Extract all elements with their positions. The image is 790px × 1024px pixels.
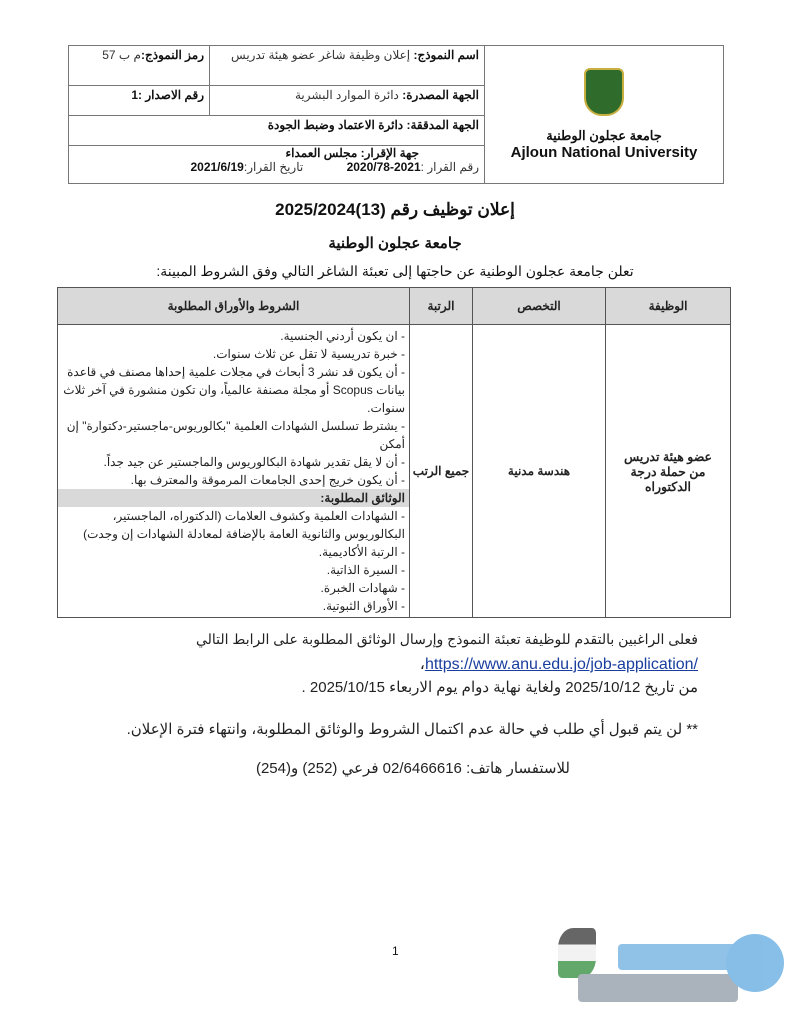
intro-text: تعلن جامعة عجلون الوطنية عن حاجتها إلى تعبئة الشاغر التالي وفق الشروط المبينة: — [156, 263, 634, 279]
jordanrec-watermark — [558, 928, 788, 1008]
condition-item: - أن يكون قد نشر 3 أبحاث في مجلات علمية إحداها مصنف في قاعدة بيانات Scopus أو مجلة مصنفة عالمياً، وان تكون منشورة في آخر ثلاث سنوات. — [63, 365, 405, 415]
announcement-title: إعلان توظيف رقم (13)2025/2024 — [275, 200, 515, 219]
important-note: ** لن يتم قبول أي طلب في حالة عدم اكتمال الشروط والوثائق المطلوبة، وانتهاء فترة الإعلان. — [126, 721, 698, 738]
col-header-specialization: التخصص — [473, 288, 606, 325]
condition-item: - أن يكون خريج إحدى الجامعات المرموقة والمعترف بها. — [130, 473, 405, 487]
condition-item: - ان يكون أردني الجنسية. — [280, 329, 405, 343]
application-link-line: https://www.anu.edu.jo/job-application/، — [419, 656, 698, 673]
announcement-subtitle: جامعة عجلون الوطنية — [328, 235, 462, 252]
doc-item: - شهادات الخبرة. — [320, 581, 405, 595]
university-name-ar: جامعة عجلون الوطنية — [546, 128, 662, 143]
doc-item: - الأوراق الثبوتية. — [322, 599, 405, 613]
page-number: 1 — [392, 944, 399, 958]
approval-cell: جهة الإقرار: مجلس العمداء رقم القرار :2021-2020/78 تاريخ القرار:2021/6/19 — [69, 146, 485, 184]
form-header-table — [68, 45, 724, 184]
globe-icon — [726, 934, 784, 992]
condition-item: - يشترط تسلسل الشهادات العلمية "بكالوريوس-ماجستير-دكتوارة" إن أمكن — [66, 419, 405, 451]
application-link[interactable]: https://www.anu.edu.jo/job-application/ — [424, 656, 698, 673]
condition-item: - أن لا يقل تقدير شهادة البكالوريوس والماجستير عن جيد جداً. — [103, 455, 405, 469]
col-header-job: الوظيفة — [606, 288, 731, 325]
doc-item: - الرتبة الأكاديمية. — [318, 545, 405, 559]
doc-item: - السيرة الذاتية. — [326, 563, 405, 577]
conditions-cell — [58, 325, 410, 618]
doc-item: - الشهادات العلمية وكشوف العلامات (الدكتوراه، الماجستير، البكالوريوس والثانوية العامة بالإضافة لمعادلة الشهادات إن وجدت) — [83, 509, 405, 541]
job-cell: عضو هيئة تدريس من حملة درجة الدكتوراه — [606, 325, 731, 618]
form-code-cell: رمز النموذج:م ب 57 — [69, 46, 210, 86]
col-header-conditions: الشروط والأوراق المطلوبة — [58, 288, 410, 325]
required-docs-heading: الوثائق المطلوبة: — [58, 489, 409, 507]
university-emblem-icon — [584, 68, 624, 116]
condition-item: - خبرة تدريسية لا تقل عن ثلاث سنوات. — [212, 347, 405, 361]
version-cell: رقم الاصدار :1 — [69, 86, 210, 116]
col-header-rank: الرتبة — [410, 288, 473, 325]
university-name-en: Ajloun National University — [510, 144, 698, 161]
specialization-cell: هندسة مدنية — [473, 325, 606, 618]
issuer-cell: الجهة المصدرة: دائرة الموارد البشرية — [210, 86, 485, 116]
application-dates: من تاريخ 2025/10/12 ولغاية نهاية دوام يوم الاربعاء 2025/10/15 . — [301, 679, 698, 696]
jordan-flag-icon — [558, 928, 596, 978]
form-name-cell: اسم النموذج: إعلان وظيفة شاغر عضو هيئة تدريس — [210, 46, 485, 86]
university-logo-cell — [485, 46, 724, 184]
rank-cell: جميع الرتب — [410, 325, 473, 618]
auditor-cell: الجهة المدققة: دائرة الاعتماد وضبط الجودة — [69, 116, 485, 146]
vacancy-table — [57, 287, 731, 618]
contact-info: للاستفسار هاتف: 02/6466616 فرعي (252) و(254) — [255, 760, 570, 777]
apply-instructions: فعلى الراغبين بالتقدم للوظيفة تعبئة النموذج وإرسال الوثائق المطلوبة على الرابط التالي — [195, 631, 698, 647]
